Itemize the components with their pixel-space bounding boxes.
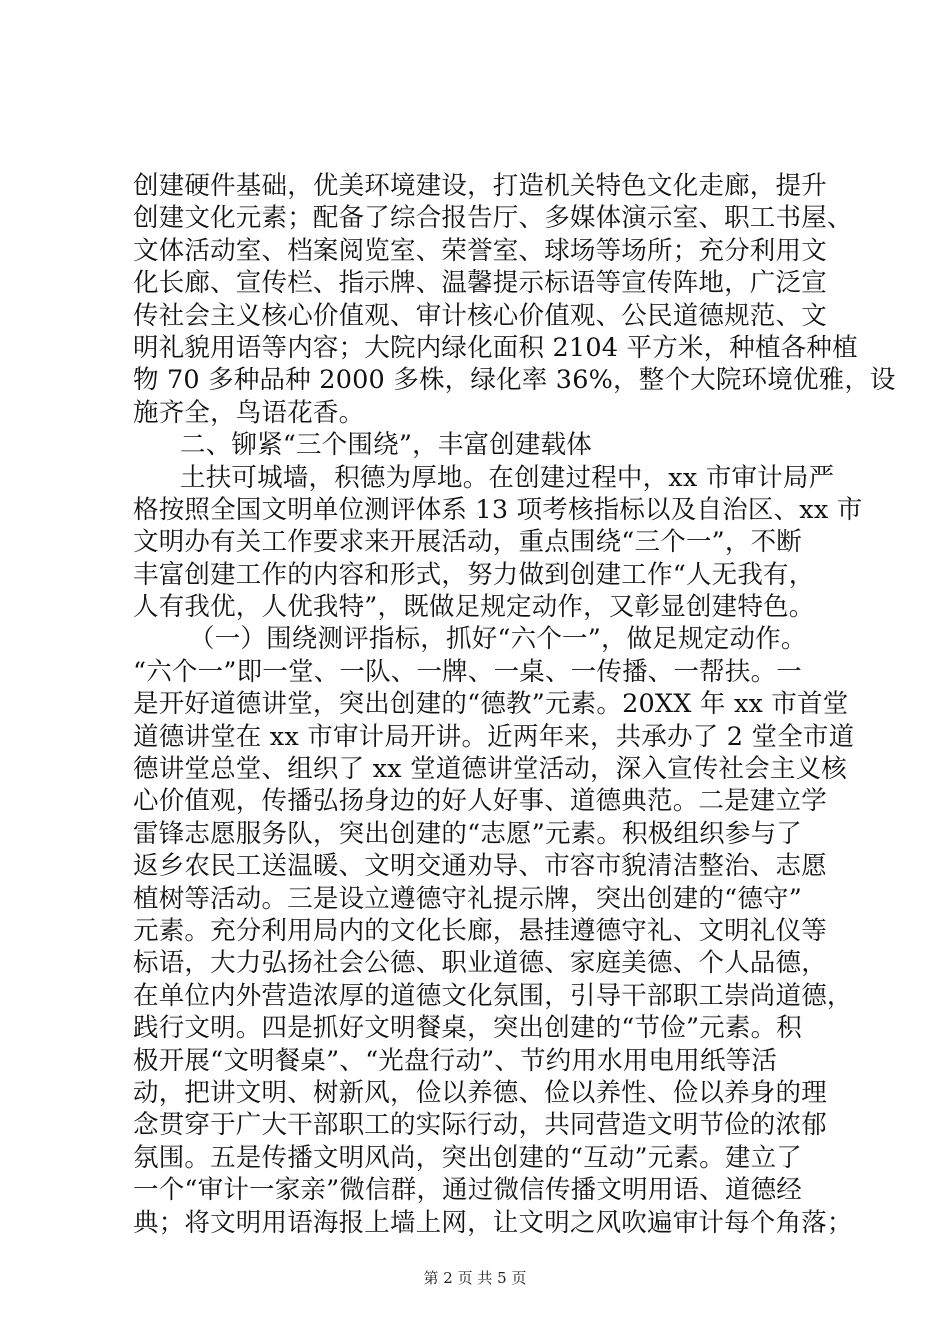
text-line: 明礼貌用语等内容；大院内绿化面积 2104 平方米，种植各种植 (133, 332, 858, 363)
text-line: 创建硬件基础，优美环境建设，打造机关特色文化走廊，提升 (133, 171, 827, 201)
text-line: 文明办有关工作要求来开展活动，重点围绕“三个一”，不断 (133, 527, 802, 558)
text-line: 德讲堂总堂、组织了 xx 堂道德讲堂活动，深入宣传社会主义核 (133, 754, 847, 785)
text-line: 道德讲堂在 xx 市审计局开讲。近两年来，共承办了 2 堂全市道 (133, 721, 855, 752)
text-line: 化长廊、宣传栏、指示牌、温馨提示标语等宣传阵地，广泛宣 (133, 268, 827, 299)
text-line: 土扶可城墙，积德为厚地。在创建过程中，xx 市审计局严 (180, 462, 835, 493)
page-number: 第 2 页 共 5 页 (423, 1269, 527, 1287)
text-line: 一个“审计一家亲”微信群，通过微信传播文明用语、道德经 (133, 1175, 802, 1206)
document-body (133, 170, 896, 1239)
text-line: 元素。充分利用局内的文化长廊，悬挂遵德守礼、文明礼仪等 (133, 915, 827, 946)
text-line: 物 70 多种品种 2000 多株，绿化率 36%，整个大院环境优雅，设 (133, 365, 896, 396)
text-line: 人有我优，人优我特”，既做足规定动作，又彰显创建特色。 (133, 592, 815, 623)
text-line: 传社会主义核心价值观、审计核心价值观、公民道德规范、文 (133, 300, 827, 331)
text-line: 是开好道德讲堂，突出创建的“德教”元素。20XX 年 xx 市首堂 (133, 689, 849, 720)
text-line: 创建文化元素；配备了综合报告厅、多媒体演示室、职工书屋、 (133, 203, 853, 234)
subsection-heading: （一）围绕测评指标，抓好“六个一”，做足规定动作。 (189, 624, 807, 655)
text-line: 心价值观，传播弘扬身边的好人好事、道德典范。二是建立学 (133, 786, 827, 817)
text-line: 氛围。五是传播文明风尚，突出创建的“互动”元素。建立了 (133, 1142, 802, 1173)
text-line: 雷锋志愿服务队，突出创建的“志愿”元素。积极组织参与了 (133, 818, 802, 849)
text-line: 践行文明。四是抓好文明餐桌，突出创建的“节俭”元素。积 (133, 1013, 802, 1044)
text-line: “六个一”即一堂、一队、一牌、一桌、一传播、一帮扶。一 (133, 656, 802, 687)
text-line: 在单位内外营造浓厚的道德文化氛围，引导干部职工崇尚道德， (133, 980, 853, 1011)
section-heading: 二、铆紧“三个围绕”，丰富创建载体 (180, 430, 592, 461)
text-line: 标语，大力弘扬社会公德、职业道德、家庭美德、个人品德， (133, 948, 827, 979)
text-line: 动，把讲文明、树新风，俭以养德、俭以养性、俭以养身的理 (133, 1077, 827, 1108)
text-line: 植树等活动。三是设立遵德守礼提示牌，突出创建的“德守” (133, 883, 802, 914)
page-footer (0, 1268, 950, 1288)
text-line: 典；将文明用语海报上墙上网，让文明之风吹遍审计每个角落； (133, 1207, 853, 1238)
text-line: 返乡农民工送温暖、文明交通劝导、市容市貌清洁整治、志愿 (133, 851, 827, 882)
text-line: 施齐全，鸟语花香。 (133, 397, 365, 428)
text-line: 格按照全国文明单位测评体系 13 项考核指标以及自治区、xx 市 (133, 494, 863, 525)
text-line: 文体活动室、档案阅览室、荣誉室、球场等场所；充分利用文 (133, 235, 827, 266)
text-line: 念贯穿于广大干部职工的实际行动，共同营造文明节俭的浓郁 (133, 1110, 827, 1141)
text-line: 极开展“文明餐桌”、“光盘行动”、节约用水用电用纸等活 (133, 1045, 778, 1076)
text-line: 丰富创建工作的内容和形式，努力做到创建工作“人无我有， (133, 559, 815, 590)
